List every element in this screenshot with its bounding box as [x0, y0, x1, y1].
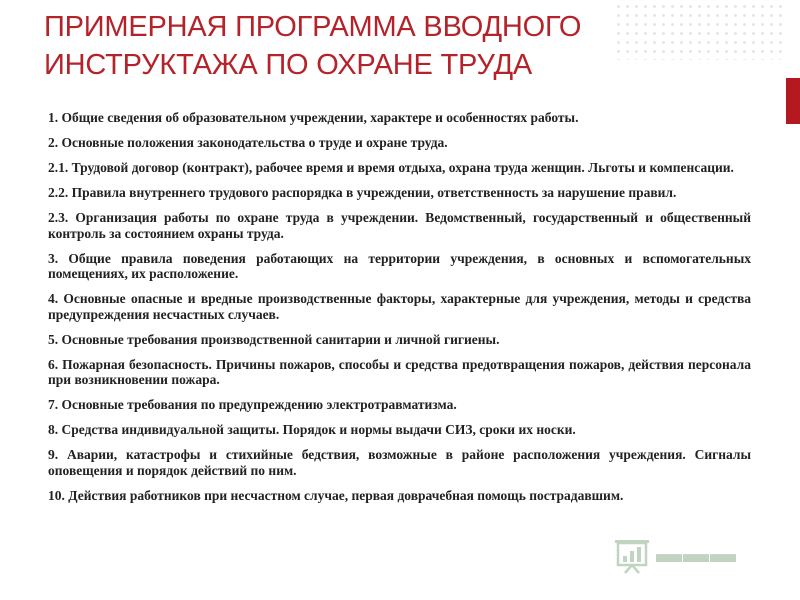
list-item: 4. Основные опасные и вредные производственные факторы, характерные для учреждения, методы и средства предупреждения несчастных случаев. — [48, 291, 751, 322]
slide-title-line-2: ИНСТРУКТАЖА ПО ОХРАНЕ ТРУДА — [44, 49, 533, 81]
list-item: 2.2. Правила внутреннего трудового распорядка в учреждении, ответственность за нарушение правил. — [48, 185, 677, 200]
presentation-chart-icon — [612, 535, 652, 575]
accent-bar — [786, 78, 800, 124]
list-item: 2.1. Трудовой договор (контракт), рабочее время и время отдыха, охрана труда женщин. Льготы и компенсации. — [48, 160, 734, 175]
list-item: 2. Основные положения законодательства о труде и охране труда. — [48, 135, 448, 150]
list-item: 8. Средства индивидуальной защиты. Порядок и нормы выдачи СИЗ, сроки их носки. — [48, 422, 576, 437]
list-item: 7. Основные требования по предупреждению электротравматизма. — [48, 397, 457, 412]
slide-title — [44, 8, 744, 84]
list-item: 1. Общие сведения об образовательном учреждении, характере и особенностях работы. — [48, 110, 579, 125]
watermark-text: ▬▬▬ — [656, 538, 737, 568]
list-item: 3. Общие правила поведения работающих на территории учреждения, в основных и вспомогательных помещениях, их расположение. — [48, 250, 751, 281]
list-item: 2.3. Организация работы по охране труда в учреждении. Ведомственный, государственный и общественный контроль за состоянием охраны труда. — [48, 210, 751, 241]
list-item: 5. Основные требования производственной санитарии и личной гигиены. — [48, 331, 500, 347]
list-item: 6. Пожарная безопасность. Причины пожаров, способы и средства предотвращения пожаров, действия персонала при возникновении пожара. — [48, 356, 751, 387]
watermark — [612, 535, 762, 575]
slide-title-line-1: ПРИМЕРНАЯ ПРОГРАММА ВВОДНОГО — [44, 11, 582, 43]
program-items-list — [48, 110, 751, 513]
list-item: 10. Действия работников при несчастном случае, первая доврачебная помощь пострадавшим. — [48, 487, 624, 503]
list-item: 9. Аварии, катастрофы и стихийные бедствия, возможные в районе расположения учреждения. Сигналы оповещения и порядок действий по ним. — [48, 447, 751, 478]
